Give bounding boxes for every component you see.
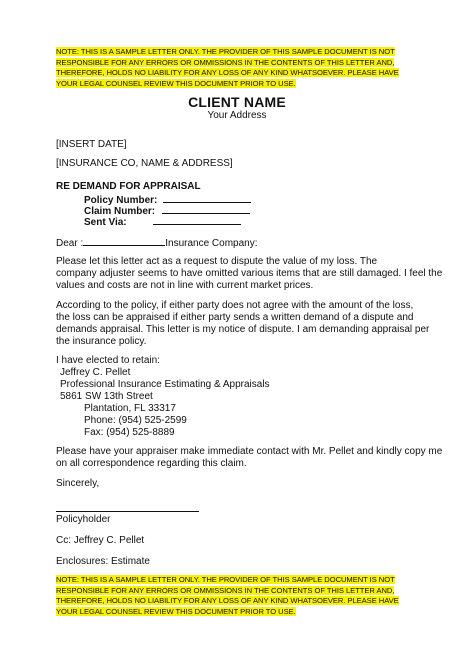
- paragraph-line: values and costs are not in line with current market prices.: [56, 280, 314, 291]
- disclaimer-line: YOUR LEGAL COUNSEL REVIEW THIS DOCUMENT PRIOR TO USE.: [56, 78, 296, 88]
- salutation: [56, 236, 258, 251]
- disclaimer-line: NOTE: THIS IS A SAMPLE LETTER ONLY. THE PROVIDER OF THIS SAMPLE DOCUMENT IS NOT: [56, 47, 395, 56]
- insurer-placeholder: [INSURANCE CO, NAME & ADDRESS]: [56, 158, 233, 169]
- cc-line: Cc: Jeffrey C. Pellet: [56, 535, 145, 546]
- appraiser-phone: Phone: (954) 525-2599: [84, 415, 187, 426]
- paragraph-line: the insurance policy.: [56, 336, 147, 347]
- disclaimer-bottom: [56, 575, 420, 617]
- sent-via-label: Sent Via:: [84, 217, 127, 228]
- retain-intro: I have elected to retain:: [56, 355, 160, 366]
- disclaimer-line: NOTE: THIS IS A SAMPLE LETTER ONLY. THE PROVIDER OF THIS SAMPLE DOCUMENT IS NOT: [56, 575, 395, 584]
- paragraph-line: Please let this letter act as a request to dispute the value of my loss. The: [56, 256, 378, 267]
- signature-label: Policyholder: [56, 514, 111, 525]
- policy-number-label: Policy Number:: [84, 195, 158, 206]
- salutation-prefix: Dear :: [56, 238, 84, 249]
- claim-number-label: Claim Number:: [84, 206, 156, 217]
- paragraph-line: demands appraisal. This letter is my notice of dispute. I am demanding appraisal per: [56, 324, 430, 335]
- appraiser-street: 5861 SW 13th Street: [60, 391, 153, 402]
- signature-line: [56, 511, 199, 512]
- disclaimer-top: [56, 47, 420, 89]
- salutation-blank: [83, 236, 165, 246]
- disclaimer-line: THEREFORE, HOLDS NO LIABILITY FOR ANY LOSS OF ANY KIND WHATSOEVER. PLEASE HAVE: [56, 596, 399, 606]
- disclaimer-line: RESPONSIBLE FOR ANY ERRORS OR OMMISSIONS IN THE CONTENTS OF THIS LETTER AND,: [56, 57, 395, 67]
- paragraph-line: the loss can be appraised if either party sends a written demand of a dispute and: [56, 312, 414, 323]
- sent-via-blank: [153, 215, 241, 225]
- closing: Sincerely,: [56, 478, 100, 489]
- disclaimer-line: THEREFORE, HOLDS NO LIABILITY FOR ANY LOSS OF ANY KIND WHATSOEVER. PLEASE HAVE: [56, 68, 399, 78]
- paragraph-line: Please have your appraiser make immediate contact with Mr. Pellet and kindly copy me: [56, 446, 443, 457]
- appraiser-fax: Fax: (954) 525-8889: [84, 427, 175, 438]
- disclaimer-line: YOUR LEGAL COUNSEL REVIEW THIS DOCUMENT PRIOR TO USE.: [56, 606, 296, 616]
- appraiser-company: Professional Insurance Estimating & Appraisals: [60, 379, 270, 390]
- sent-via-row: [84, 215, 241, 230]
- paragraph-line: According to the policy, if either party does not agree with the amount of the loss,: [56, 300, 414, 311]
- paragraph-line: company adjuster seems to have omitted various items that are still damaged. I feel the: [56, 268, 443, 279]
- disclaimer-line: RESPONSIBLE FOR ANY ERRORS OR OMMISSIONS IN THE CONTENTS OF THIS LETTER AND,: [56, 585, 395, 595]
- paragraph-line: on all correspondence regarding this claim.: [56, 458, 247, 469]
- date-placeholder: [INSERT DATE]: [56, 139, 127, 150]
- policy-number-blank: [163, 193, 251, 203]
- client-address: Your Address: [207, 110, 267, 121]
- client-name: CLIENT NAME: [188, 94, 286, 110]
- appraiser-city: Plantation, FL 33317: [84, 403, 176, 414]
- claim-number-blank: [162, 204, 250, 214]
- salutation-suffix: Insurance Company:: [165, 238, 258, 249]
- re-heading: RE DEMAND FOR APPRAISAL: [56, 181, 201, 192]
- enclosures-line: Enclosures: Estimate: [56, 556, 150, 567]
- appraiser-name: Jeffrey C. Pellet: [60, 367, 131, 378]
